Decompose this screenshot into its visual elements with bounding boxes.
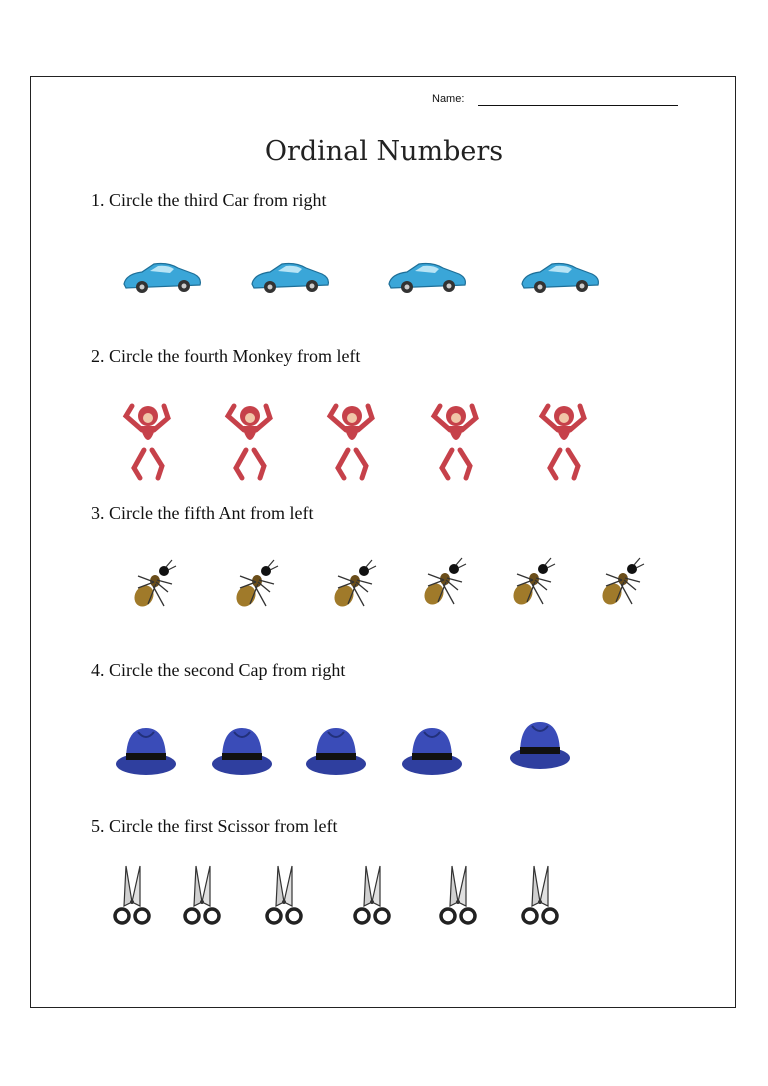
question-2-text: 2. Circle the fourth Monkey from left <box>91 346 361 366</box>
monkey-icon[interactable] <box>322 398 382 484</box>
cap-icon[interactable] <box>210 720 274 778</box>
question-5-text: 5. Circle the first Scissor from left <box>91 816 338 836</box>
monkey-icon[interactable] <box>426 398 486 484</box>
scissors-icon[interactable] <box>436 862 480 930</box>
ant-icon[interactable] <box>414 556 470 612</box>
ant-icon[interactable] <box>592 556 648 612</box>
monkey-icon[interactable] <box>534 398 594 484</box>
ant-icon[interactable] <box>226 558 282 614</box>
cap-icon[interactable] <box>304 720 368 778</box>
question-3-text: 3. Circle the fifth Ant from left <box>91 503 314 523</box>
cap-icon[interactable] <box>114 720 178 778</box>
scissors-icon[interactable] <box>518 862 562 930</box>
scissors-icon[interactable] <box>350 862 394 930</box>
ant-icon[interactable] <box>324 558 380 614</box>
ant-icon[interactable] <box>124 558 180 614</box>
scissors-icon[interactable] <box>180 862 224 930</box>
car-icon[interactable] <box>518 258 602 298</box>
name-label: Name: <box>432 93 465 105</box>
car-icon[interactable] <box>120 258 204 298</box>
monkey-icon[interactable] <box>220 398 280 484</box>
question-1-text: 1. Circle the third Car from right <box>91 190 327 210</box>
scissors-icon[interactable] <box>110 862 154 930</box>
scissors-icon[interactable] <box>262 862 306 930</box>
cap-icon[interactable] <box>508 714 572 772</box>
car-icon[interactable] <box>385 258 469 298</box>
cap-icon[interactable] <box>400 720 464 778</box>
question-4-text: 4. Circle the second Cap from right <box>91 660 346 680</box>
monkey-icon[interactable] <box>118 398 178 484</box>
ant-icon[interactable] <box>503 556 559 612</box>
car-icon[interactable] <box>248 258 332 298</box>
name-field-line[interactable] <box>478 105 678 106</box>
page-title: Ordinal Numbers <box>264 136 504 167</box>
